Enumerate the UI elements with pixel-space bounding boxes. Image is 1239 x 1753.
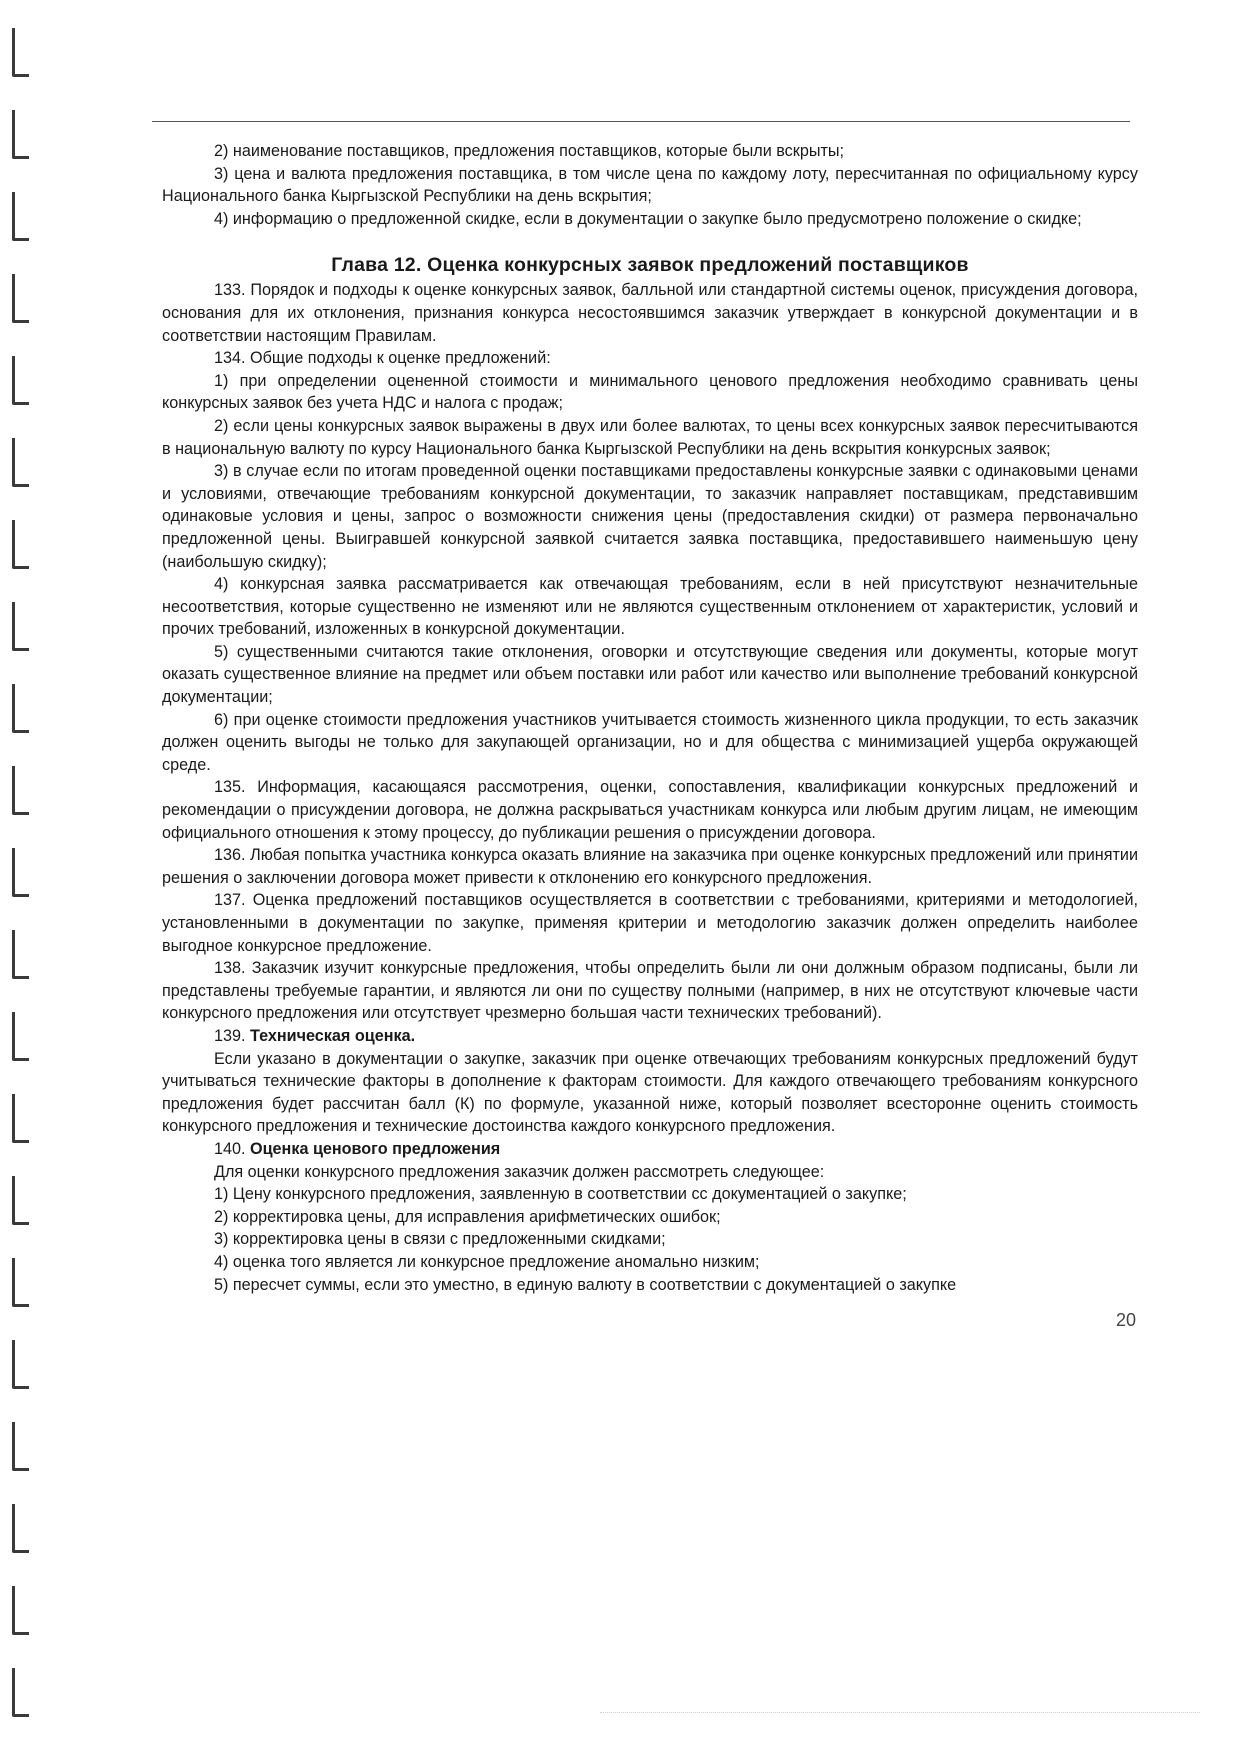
list-item: 2) корректировка цены, для исправления арифметических ошибок; (214, 1207, 721, 1226)
binding-ring (12, 848, 29, 897)
list-item: 4) конкурсная заявка рассматривается как отвечающая требованиям, если в ней присутствуют незначительные несоответствия, которые существенно не изменяют или не являются существенным отклонением от характеристик, условий и прочих требований, изложенных в конкурсной документации. (162, 575, 1138, 639)
section-139-text: Если указано в документации о закупке, заказчик при оценке отвечающих требованиям конкурсных предложений будут учитываться технические факторы в дополнение к факторам стоимости. Для каждого отвечающего требованиям конкурсного предложения будет рассчитан балл (К) по формуле, указанной ниже, который позволяет всесторонне оценить стоимость конкурсного предложения и технические достоинства каждого конкурсного предложения. (162, 1049, 1138, 1136)
binding-ring (12, 1668, 29, 1717)
section-title: Оценка ценового предложения (250, 1139, 501, 1158)
section-139-heading (162, 1025, 1138, 1048)
paragraph-137: 137. Оценка предложений поставщиков осуществляется в соответствии с требованиями, критериями и методологией, установленными в документации по закупке, применяя критерии и методологию заказчик должен определить наиболее выгодное конкурсное предложение. (162, 891, 1138, 955)
section-140-heading (162, 1138, 1138, 1161)
list-item: 5) существенными считаются такие отклонения, оговорки и отсутствующие сведения или документы, которые могут оказать существенное влияние на предмет или объем поставки или работ или качество или выполнение требований конкурсной документации; (162, 642, 1138, 707)
spiral-binding (0, 0, 40, 1753)
list-item: 3) в случае если по итогам проведенной оценки поставщиками предоставлены конкурсные заявки с одинаковыми ценами и условиями, отвечающие требованиям конкурсной документации, то заказчик направляет поставщикам, представившим одинаковые условия и цены, запрос о возможности снижения цены (предоставления скидки) от размера первоначально предложенной цены. Выигравшей конкурсной заявкой считается заявка поставщика, предоставившего наименьшую цену (наибольшую скидку); (162, 462, 1138, 571)
binding-ring (12, 602, 29, 651)
scan-artifact-line (600, 1712, 1200, 1713)
binding-ring (12, 438, 29, 487)
chapter-title: Глава 12. Оценка конкурсных заявок предложений поставщиков (331, 254, 969, 277)
document-body (162, 140, 1138, 1296)
section-140-intro: Для оценки конкурсного предложения заказчик должен рассмотреть следующее: (214, 1162, 825, 1181)
paragraph-133: 133. Порядок и подходы к оценке конкурсных заявок, балльной или стандартной системы оценок, присуждения договора, основания для их отклонения, признания конкурса несостоявшимся заказчик утверждает в конкурсной документации и в соответствии настоящим Правилам. (162, 281, 1138, 345)
binding-ring (12, 110, 29, 159)
list-item: 1) при определении оцененной стоимости и минимального ценового предложения необходимо сравнивать цены конкурсных заявок без учета НДС и налога с продаж; (162, 371, 1138, 413)
paragraph-136: 136. Любая попытка участника конкурса оказать влияние на заказчика при оценке конкурсных предложений или принятии решения о заключении договора может привести к отклонению его конкурсного предложения. (162, 846, 1138, 887)
binding-ring (12, 1340, 29, 1389)
binding-ring (12, 356, 29, 405)
section-number: 139. (214, 1026, 246, 1045)
list-item: 3) цена и валюта предложения поставщика, в том числе цена по каждому лоту, пересчитанная по официальному курсу Национального банка Кыргызской Республики на день вскрытия; (162, 164, 1138, 206)
binding-ring (12, 930, 29, 979)
list-item: 2) наименование поставщиков, предложения поставщиков, которые были вскрыты; (214, 142, 845, 160)
binding-ring (12, 28, 29, 77)
list-item: 5) пересчет суммы, если это уместно, в единую валюту в соответствии с документацией о закупке (214, 1275, 957, 1294)
list-item: 3) корректировка цены в связи с предложенными скидками; (214, 1230, 666, 1249)
list-item: 4) информацию о предложенной скидке, если в документации о закупке было предусмотрено положение о скидке; (214, 209, 1082, 228)
binding-ring (12, 1094, 29, 1143)
binding-ring (12, 1422, 29, 1471)
binding-ring (12, 520, 29, 569)
list-item: 2) если цены конкурсных заявок выражены в двух или более валютах, то цены всех конкурсных заявок пересчитываются в национальную валюту по курсу Национального банка Кыргызской Республики на день вскрытия конкурсных заявок; (162, 416, 1138, 458)
binding-ring (12, 1504, 29, 1553)
list-item: 6) при оценке стоимости предложения участников учитывается стоимость жизненного цикла продукции, то есть заказчик должен оценить выгоды не только для закупающей организации, но и для общества с минимизацией ущерба окружающей среде. (162, 710, 1138, 774)
page-number: 20 (1116, 1310, 1137, 1330)
paragraph-134: 134. Общие подходы к оценке предложений: (214, 349, 551, 368)
list-item: 4) оценка того является ли конкурсное предложение аномально низким; (214, 1252, 760, 1271)
section-number: 140. (214, 1139, 246, 1158)
binding-ring (12, 274, 29, 323)
paragraph-138: 138. Заказчик изучит конкурсные предложения, чтобы определить были ли они должным образом подписаны, были ли представлены требуемые гарантии, и являются ли они по существу полными (например, в них не отсутствуют ключевые части конкурсного предложения или отсутствует чрезмерно большая части технических требований). (162, 959, 1138, 1023)
binding-ring (12, 766, 29, 815)
binding-ring (12, 1012, 29, 1061)
binding-ring (12, 684, 29, 733)
list-item: 1) Цену конкурсного предложения, заявленную в соответствии сс документацией о закупке; (214, 1185, 907, 1204)
section-title: Техническая оценка. (250, 1026, 416, 1045)
binding-ring (12, 192, 29, 241)
binding-ring (12, 1258, 29, 1307)
header-rule (152, 121, 1130, 122)
paragraph-135: 135. Информация, касающаяся рассмотрения, оценки, сопоставления, квалификации конкурсных предложений и рекомендации о присуждении договора, не должна раскрываться участникам конкурса или любым другим лицам, не имеющим официального отношения к этому процессу, до публикации решения о присуждении договора. (162, 778, 1138, 842)
binding-ring (12, 1586, 29, 1635)
binding-ring (12, 1176, 29, 1225)
